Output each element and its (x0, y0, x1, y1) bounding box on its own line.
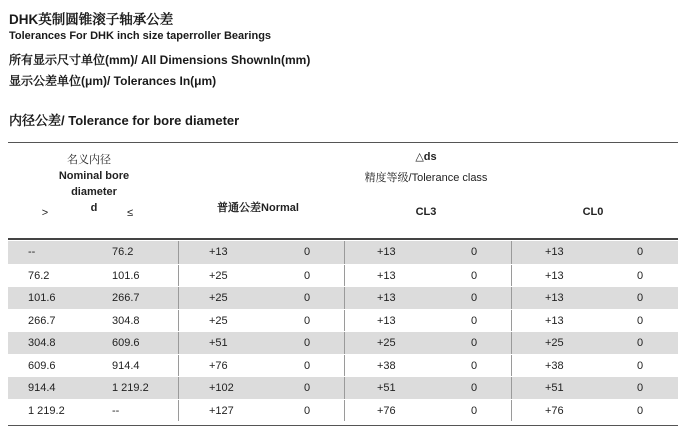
normal-class-header: 普通公差Normal (217, 202, 299, 214)
column-separator (344, 287, 345, 309)
dimension-unit-note: 所有显示尺寸单位(mm)/ All Dimensions ShownIn(mm) (9, 53, 311, 67)
table-bottom-rule (8, 425, 678, 426)
cell-cl3-upper: +13 (377, 314, 396, 327)
section-title: 内径公差/ Tolerance for bore diameter (9, 113, 240, 128)
column-separator (511, 310, 512, 332)
cell-cl0-lower: 0 (637, 382, 644, 394)
column-separator (344, 400, 345, 422)
cell-normal-upper: +51 (209, 337, 228, 349)
column-separator (178, 332, 179, 354)
cell-cl0-lower: 0 (637, 404, 644, 417)
cell-normal-upper: +25 (209, 314, 228, 327)
cell-cl3-lower: 0 (471, 292, 478, 304)
column-separator (511, 332, 512, 354)
cell-bore-min: 1 219.2 (28, 404, 65, 417)
cell-cl3-lower: 0 (471, 246, 478, 258)
column-separator (511, 265, 512, 287)
tolerance-table-body (8, 241, 678, 421)
less-or-equal-label: ≤ (126, 207, 134, 219)
cell-cl0-lower: 0 (637, 359, 644, 372)
cell-normal-lower: 0 (304, 404, 311, 417)
cl3-class-header: CL3 (415, 206, 437, 218)
cell-normal-lower: 0 (304, 246, 311, 258)
cell-cl3-upper: +25 (377, 337, 396, 349)
cell-cl3-upper: +51 (377, 382, 396, 394)
cell-normal-upper: +13 (209, 246, 228, 258)
table-row (8, 309, 678, 332)
cell-bore-min: 76.2 (28, 269, 50, 282)
table-row (8, 286, 678, 309)
table-row (8, 331, 678, 354)
cell-normal-upper: +25 (209, 269, 228, 282)
cell-normal-lower: 0 (304, 359, 311, 372)
cell-bore-max: 266.7 (112, 292, 140, 304)
cell-cl0-lower: 0 (637, 246, 644, 258)
cell-normal-lower: 0 (304, 314, 311, 327)
cell-cl0-lower: 0 (637, 337, 644, 349)
cell-cl3-lower: 0 (471, 359, 478, 372)
tolerance-unit-note: 显示公差单位(μm)/ Tolerances In(μm) (9, 74, 217, 88)
table-row (8, 399, 678, 422)
column-separator (178, 310, 179, 332)
tolerance-class-label: 精度等级/Tolerance class (364, 172, 488, 184)
table-row (8, 264, 678, 287)
column-separator (511, 377, 512, 399)
column-separator (178, 400, 179, 422)
column-separator (511, 287, 512, 309)
table-row (8, 241, 678, 264)
column-separator (344, 355, 345, 377)
cell-bore-max: 101.6 (112, 269, 140, 282)
cell-normal-upper: +25 (209, 292, 228, 304)
cell-bore-min: 101.6 (28, 292, 56, 304)
cell-cl0-upper: +76 (545, 404, 564, 417)
page-title: DHK英制圆锥滚子轴承公差 (9, 12, 174, 27)
nominal-bore-en-label: Nominal bore (58, 170, 130, 182)
cell-cl0-upper: +13 (545, 292, 564, 304)
cell-cl3-lower: 0 (471, 314, 478, 327)
cell-bore-max: 304.8 (112, 314, 140, 327)
cell-cl3-upper: +38 (377, 359, 396, 372)
greater-than-label: > (41, 207, 49, 219)
d-symbol-label: d (90, 202, 98, 214)
cell-cl3-lower: 0 (471, 382, 478, 394)
column-separator (344, 310, 345, 332)
column-separator (178, 355, 179, 377)
column-separator (511, 355, 512, 377)
cell-cl3-upper: +13 (377, 246, 396, 258)
cell-bore-min: 304.8 (28, 337, 56, 349)
cell-cl0-upper: +13 (545, 246, 564, 258)
column-separator (344, 332, 345, 354)
cell-cl0-upper: +13 (545, 269, 564, 282)
cell-cl0-upper: +51 (545, 382, 564, 394)
cell-cl0-lower: 0 (637, 314, 644, 327)
cell-cl3-lower: 0 (471, 337, 478, 349)
column-separator (178, 241, 179, 264)
column-separator (511, 241, 512, 264)
cell-cl0-lower: 0 (637, 292, 644, 304)
cell-bore-min: 914.4 (28, 382, 56, 394)
column-separator (344, 241, 345, 264)
cell-normal-lower: 0 (304, 382, 311, 394)
column-separator (344, 265, 345, 287)
table-row (8, 354, 678, 377)
cell-bore-min: -- (28, 246, 36, 258)
cell-bore-min: 266.7 (28, 314, 56, 327)
nominal-bore-cn-label: 名义内径 (67, 154, 111, 166)
cell-cl3-lower: 0 (471, 404, 478, 417)
cell-bore-max: 1 219.2 (112, 382, 149, 394)
cell-normal-upper: +127 (209, 404, 234, 417)
column-separator (178, 287, 179, 309)
cell-cl0-upper: +38 (545, 359, 564, 372)
cell-cl0-upper: +13 (545, 314, 564, 327)
nominal-bore-en-label-2: diameter (71, 186, 117, 198)
cl0-class-header: CL0 (582, 206, 604, 218)
column-separator (344, 377, 345, 399)
cell-cl0-upper: +25 (545, 337, 564, 349)
cell-cl3-lower: 0 (471, 269, 478, 282)
table-top-rule (8, 142, 678, 143)
delta-ds-label: △ds (415, 151, 437, 163)
table-row (8, 376, 678, 399)
cell-cl3-upper: +76 (377, 404, 396, 417)
page-subtitle: Tolerances For DHK inch size taperroller Bearings (9, 30, 272, 42)
column-separator (178, 377, 179, 399)
cell-bore-max: -- (112, 404, 120, 417)
column-separator (178, 265, 179, 287)
cell-bore-max: 76.2 (112, 246, 134, 258)
column-separator (511, 400, 512, 422)
cell-normal-lower: 0 (304, 269, 311, 282)
cell-cl3-upper: +13 (377, 269, 396, 282)
cell-cl3-upper: +13 (377, 292, 396, 304)
cell-cl0-lower: 0 (637, 269, 644, 282)
cell-normal-lower: 0 (304, 292, 311, 304)
cell-normal-lower: 0 (304, 337, 311, 349)
header-separator-rule (8, 238, 678, 240)
cell-bore-max: 914.4 (112, 359, 140, 372)
cell-normal-upper: +102 (209, 382, 234, 394)
cell-normal-upper: +76 (209, 359, 228, 372)
cell-bore-max: 609.6 (112, 337, 140, 349)
cell-bore-min: 609.6 (28, 359, 56, 372)
